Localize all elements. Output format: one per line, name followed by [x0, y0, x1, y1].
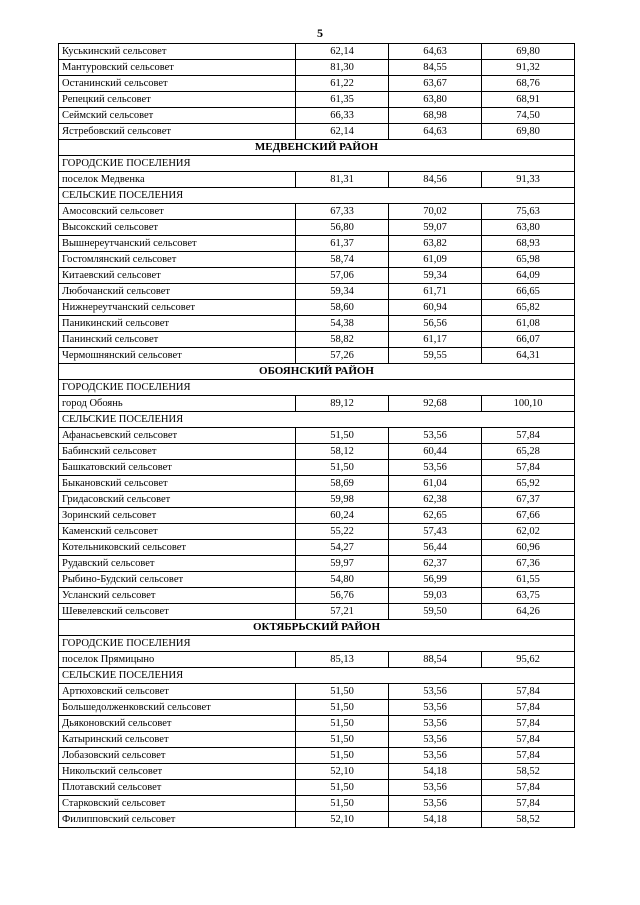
value-cell-1: 62,14	[296, 44, 389, 60]
value-cell-3: 57,84	[482, 460, 575, 476]
value-cell-2: 53,56	[389, 700, 482, 716]
value-cell-1: 51,50	[296, 700, 389, 716]
value-cell-3: 61,08	[482, 316, 575, 332]
value-cell-2: 61,09	[389, 252, 482, 268]
value-cell-3: 64,31	[482, 348, 575, 364]
value-cell-2: 68,98	[389, 108, 482, 124]
value-cell-2: 59,03	[389, 588, 482, 604]
value-cell-1: 61,35	[296, 92, 389, 108]
table-row	[59, 236, 575, 252]
value-cell-2: 63,80	[389, 92, 482, 108]
table-row	[59, 780, 575, 796]
value-cell-3: 57,84	[482, 428, 575, 444]
settlement-name: Рудавский сельсовет	[59, 556, 296, 572]
value-cell-2: 53,56	[389, 716, 482, 732]
value-cell-3: 100,10	[482, 396, 575, 412]
value-cell-1: 58,60	[296, 300, 389, 316]
value-cell-2: 59,34	[389, 268, 482, 284]
settlement-name: город Обоянь	[59, 396, 296, 412]
settlement-name: Усланский сельсовет	[59, 588, 296, 604]
value-cell-1: 51,50	[296, 460, 389, 476]
value-cell-3: 58,52	[482, 764, 575, 780]
value-cell-2: 59,55	[389, 348, 482, 364]
value-cell-3: 63,75	[482, 588, 575, 604]
value-cell-3: 58,52	[482, 812, 575, 828]
value-cell-1: 66,33	[296, 108, 389, 124]
value-cell-1: 51,50	[296, 428, 389, 444]
table-row	[59, 492, 575, 508]
table-row	[59, 812, 575, 828]
table-row	[59, 284, 575, 300]
table-row	[59, 172, 575, 188]
table-row	[59, 268, 575, 284]
table-row	[59, 92, 575, 108]
value-cell-1: 56,76	[296, 588, 389, 604]
value-cell-2: 64,63	[389, 124, 482, 140]
settlement-name: поселок Прямицыно	[59, 652, 296, 668]
settlement-name: Быкановский сельсовет	[59, 476, 296, 492]
value-cell-2: 59,07	[389, 220, 482, 236]
settlement-name: Китаевский сельсовет	[59, 268, 296, 284]
section-header: ГОРОДСКИЕ ПОСЕЛЕНИЯ	[59, 156, 575, 172]
settlement-name: Каменский сельсовет	[59, 524, 296, 540]
value-cell-1: 51,50	[296, 684, 389, 700]
value-cell-3: 57,84	[482, 700, 575, 716]
table-row	[59, 76, 575, 92]
value-cell-1: 54,38	[296, 316, 389, 332]
page-number: 5	[317, 26, 323, 40]
value-cell-2: 88,54	[389, 652, 482, 668]
settlement-name: Вышнереутчанский сельсовет	[59, 236, 296, 252]
value-cell-3: 67,37	[482, 492, 575, 508]
section-header: ГОРОДСКИЕ ПОСЕЛЕНИЯ	[59, 636, 575, 652]
value-cell-3: 65,98	[482, 252, 575, 268]
value-cell-2: 92,68	[389, 396, 482, 412]
value-cell-3: 69,80	[482, 44, 575, 60]
value-cell-3: 61,55	[482, 572, 575, 588]
value-cell-1: 62,14	[296, 124, 389, 140]
table-row	[59, 796, 575, 812]
value-cell-3: 66,07	[482, 332, 575, 348]
value-cell-2: 53,56	[389, 732, 482, 748]
settlement-name: Башкатовский сельсовет	[59, 460, 296, 476]
value-cell-3: 68,76	[482, 76, 575, 92]
value-cell-2: 57,43	[389, 524, 482, 540]
section-header: СЕЛЬСКИЕ ПОСЕЛЕНИЯ	[59, 412, 575, 428]
value-cell-2: 53,56	[389, 684, 482, 700]
table-row	[59, 124, 575, 140]
settlement-name: Шевелевский сельсовет	[59, 604, 296, 620]
value-cell-1: 56,80	[296, 220, 389, 236]
district-header-row	[59, 620, 575, 636]
table-body	[59, 44, 575, 828]
section-header-row	[59, 188, 575, 204]
table-row	[59, 332, 575, 348]
value-cell-2: 64,63	[389, 44, 482, 60]
value-cell-1: 58,69	[296, 476, 389, 492]
section-header-row	[59, 380, 575, 396]
value-cell-2: 53,56	[389, 748, 482, 764]
value-cell-2: 70,02	[389, 204, 482, 220]
value-cell-1: 67,33	[296, 204, 389, 220]
tariff-table	[58, 43, 575, 828]
value-cell-1: 54,80	[296, 572, 389, 588]
value-cell-3: 64,09	[482, 268, 575, 284]
table-row	[59, 604, 575, 620]
table-row	[59, 44, 575, 60]
table-row	[59, 572, 575, 588]
value-cell-2: 53,56	[389, 780, 482, 796]
value-cell-2: 54,18	[389, 764, 482, 780]
settlement-name: Высокский сельсовет	[59, 220, 296, 236]
value-cell-3: 74,50	[482, 108, 575, 124]
value-cell-3: 57,84	[482, 684, 575, 700]
settlement-name: Останинский сельсовет	[59, 76, 296, 92]
value-cell-3: 57,84	[482, 732, 575, 748]
value-cell-2: 53,56	[389, 796, 482, 812]
settlement-name: Котельниковский сельсовет	[59, 540, 296, 556]
value-cell-3: 60,96	[482, 540, 575, 556]
value-cell-3: 57,84	[482, 780, 575, 796]
value-cell-2: 84,56	[389, 172, 482, 188]
value-cell-2: 59,50	[389, 604, 482, 620]
value-cell-1: 58,12	[296, 444, 389, 460]
section-header-row	[59, 412, 575, 428]
table-row	[59, 716, 575, 732]
value-cell-2: 60,94	[389, 300, 482, 316]
settlement-name: Катыринский сельсовет	[59, 732, 296, 748]
table-row	[59, 700, 575, 716]
table-row	[59, 444, 575, 460]
table-row	[59, 748, 575, 764]
table-row	[59, 204, 575, 220]
table-row	[59, 348, 575, 364]
district-header-row	[59, 364, 575, 380]
value-cell-2: 84,55	[389, 60, 482, 76]
table-row	[59, 524, 575, 540]
table-row	[59, 60, 575, 76]
district-header: МЕДВЕНСКИЙ РАЙОН	[59, 140, 575, 156]
settlement-name: Нижнереутчанский сельсовет	[59, 300, 296, 316]
value-cell-1: 54,27	[296, 540, 389, 556]
settlement-name: поселок Медвенка	[59, 172, 296, 188]
value-cell-1: 58,74	[296, 252, 389, 268]
value-cell-1: 55,22	[296, 524, 389, 540]
table-row	[59, 684, 575, 700]
table-row	[59, 540, 575, 556]
value-cell-2: 62,65	[389, 508, 482, 524]
value-cell-2: 53,56	[389, 460, 482, 476]
value-cell-1: 59,98	[296, 492, 389, 508]
value-cell-3: 66,65	[482, 284, 575, 300]
settlement-name: Лобазовский сельсовет	[59, 748, 296, 764]
table-row	[59, 316, 575, 332]
settlement-name: Репецкий сельсовет	[59, 92, 296, 108]
settlement-name: Куськинский сельсовет	[59, 44, 296, 60]
settlement-name: Мантуровский сельсовет	[59, 60, 296, 76]
value-cell-2: 62,37	[389, 556, 482, 572]
settlement-name: Старковский сельсовет	[59, 796, 296, 812]
settlement-name: Амосовский сельсовет	[59, 204, 296, 220]
value-cell-1: 59,97	[296, 556, 389, 572]
value-cell-1: 52,10	[296, 764, 389, 780]
table-row	[59, 556, 575, 572]
value-cell-1: 52,10	[296, 812, 389, 828]
value-cell-1: 57,26	[296, 348, 389, 364]
table-row	[59, 252, 575, 268]
value-cell-1: 58,82	[296, 332, 389, 348]
value-cell-2: 56,99	[389, 572, 482, 588]
value-cell-3: 67,66	[482, 508, 575, 524]
value-cell-3: 65,82	[482, 300, 575, 316]
section-header-row	[59, 156, 575, 172]
table-row	[59, 476, 575, 492]
value-cell-3: 64,26	[482, 604, 575, 620]
settlement-name: Чермошнянский сельсовет	[59, 348, 296, 364]
value-cell-1: 51,50	[296, 780, 389, 796]
settlement-name: Ястребовский сельсовет	[59, 124, 296, 140]
value-cell-1: 59,34	[296, 284, 389, 300]
settlement-name: Филипповский сельсовет	[59, 812, 296, 828]
value-cell-3: 62,02	[482, 524, 575, 540]
table-row	[59, 396, 575, 412]
table-row	[59, 108, 575, 124]
settlement-name: Гридасовский сельсовет	[59, 492, 296, 508]
settlement-name: Большедолженковский сельсовет	[59, 700, 296, 716]
district-header: ОКТЯБРЬСКИЙ РАЙОН	[59, 620, 575, 636]
value-cell-2: 56,44	[389, 540, 482, 556]
value-cell-3: 63,80	[482, 220, 575, 236]
settlement-name: Рыбино-Будский сельсовет	[59, 572, 296, 588]
settlement-name: Артюховский сельсовет	[59, 684, 296, 700]
table-row	[59, 300, 575, 316]
value-cell-3: 68,91	[482, 92, 575, 108]
value-cell-3: 67,36	[482, 556, 575, 572]
table-row	[59, 764, 575, 780]
value-cell-3: 75,63	[482, 204, 575, 220]
value-cell-1: 57,21	[296, 604, 389, 620]
value-cell-3: 91,32	[482, 60, 575, 76]
settlement-name: Сеймский сельсовет	[59, 108, 296, 124]
value-cell-2: 62,38	[389, 492, 482, 508]
value-cell-1: 61,37	[296, 236, 389, 252]
value-cell-1: 61,22	[296, 76, 389, 92]
settlement-name: Дьяконовский сельсовет	[59, 716, 296, 732]
value-cell-1: 85,13	[296, 652, 389, 668]
value-cell-1: 60,24	[296, 508, 389, 524]
section-header-row	[59, 668, 575, 684]
table-row	[59, 652, 575, 668]
settlement-name: Гостомлянский сельсовет	[59, 252, 296, 268]
value-cell-2: 56,56	[389, 316, 482, 332]
value-cell-1: 51,50	[296, 716, 389, 732]
settlement-name: Афанасьевский сельсовет	[59, 428, 296, 444]
table-row	[59, 220, 575, 236]
settlement-name: Зоринский сельсовет	[59, 508, 296, 524]
value-cell-3: 57,84	[482, 796, 575, 812]
value-cell-1: 57,06	[296, 268, 389, 284]
value-cell-3: 57,84	[482, 748, 575, 764]
value-cell-1: 51,50	[296, 732, 389, 748]
value-cell-2: 60,44	[389, 444, 482, 460]
table-row	[59, 732, 575, 748]
value-cell-3: 95,62	[482, 652, 575, 668]
value-cell-3: 65,92	[482, 476, 575, 492]
value-cell-2: 63,67	[389, 76, 482, 92]
value-cell-1: 89,12	[296, 396, 389, 412]
value-cell-3: 57,84	[482, 716, 575, 732]
settlement-name: Бабинский сельсовет	[59, 444, 296, 460]
value-cell-3: 65,28	[482, 444, 575, 460]
table-row	[59, 508, 575, 524]
table-row	[59, 460, 575, 476]
value-cell-2: 53,56	[389, 428, 482, 444]
value-cell-2: 61,17	[389, 332, 482, 348]
section-header: ГОРОДСКИЕ ПОСЕЛЕНИЯ	[59, 380, 575, 396]
settlement-name: Никольский сельсовет	[59, 764, 296, 780]
value-cell-1: 81,31	[296, 172, 389, 188]
value-cell-3: 69,80	[482, 124, 575, 140]
value-cell-1: 81,30	[296, 60, 389, 76]
value-cell-2: 54,18	[389, 812, 482, 828]
value-cell-1: 51,50	[296, 748, 389, 764]
value-cell-2: 61,71	[389, 284, 482, 300]
settlement-name: Плотавский сельсовет	[59, 780, 296, 796]
section-header-row	[59, 636, 575, 652]
settlement-name: Любочанский сельсовет	[59, 284, 296, 300]
section-header: СЕЛЬСКИЕ ПОСЕЛЕНИЯ	[59, 668, 575, 684]
district-header: ОБОЯНСКИЙ РАЙОН	[59, 364, 575, 380]
value-cell-3: 68,93	[482, 236, 575, 252]
value-cell-2: 63,82	[389, 236, 482, 252]
settlement-name: Паникинский сельсовет	[59, 316, 296, 332]
value-cell-3: 91,33	[482, 172, 575, 188]
district-header-row	[59, 140, 575, 156]
section-header: СЕЛЬСКИЕ ПОСЕЛЕНИЯ	[59, 188, 575, 204]
settlement-name: Панинский сельсовет	[59, 332, 296, 348]
value-cell-1: 51,50	[296, 796, 389, 812]
table-row	[59, 428, 575, 444]
table-row	[59, 588, 575, 604]
value-cell-2: 61,04	[389, 476, 482, 492]
